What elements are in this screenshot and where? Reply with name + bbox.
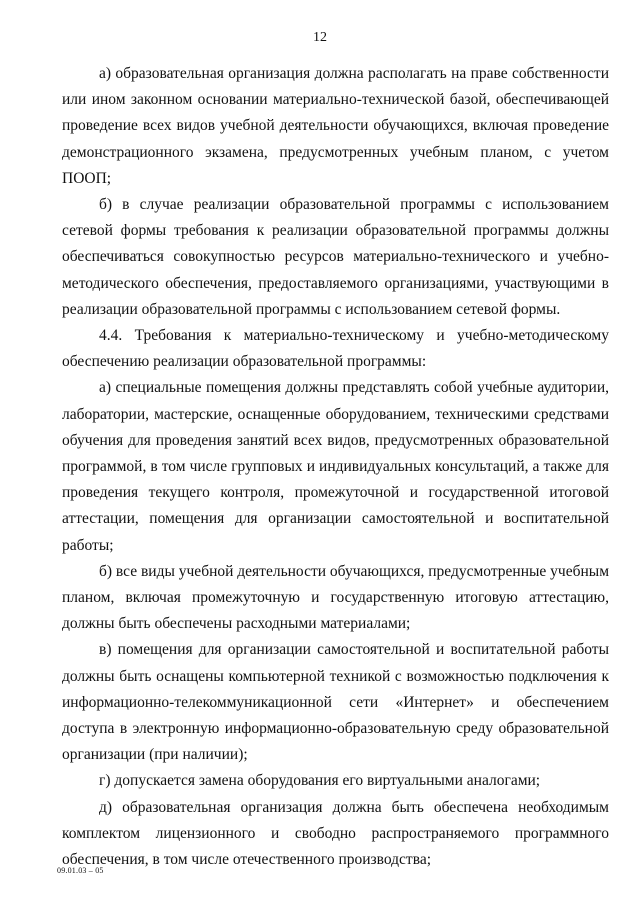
footer-document-code: 09.01.03 – 05 (57, 866, 104, 875)
document-body (62, 61, 609, 873)
paragraph-a-special-rooms: а) специальные помещения должны представлять собой учебные аудитории, лаборатории, мастерские, оснащенные оборудованием, техническими средствами обучения для проведения занятий всех видов, предусмотренных образовательной программой, в том числе групповых и индивидуальных консультаций, а также для проведения текущего контроля, промежуточной и государственной итоговой аттестации, помещения для организации самостоятельной и воспитательной работы; (62, 379, 609, 554)
page-number: 12 (313, 30, 327, 45)
paragraph-g-virtual-analogs: г) допускается замена оборудования его виртуальными аналогами; (99, 772, 541, 790)
paragraph-a-material-base: а) образовательная организация должна располагать на праве собственности или ином законном основании материально-технической базой, обеспечивающей проведение всех видов учебной деятельности обучающихся, включая проведение демонстрационного экзамена, предусмотренных учебным планом, с учетом ПООП; (62, 65, 609, 187)
paragraph-b-consumables: б) все виды учебной деятельности обучающихся, предусмотренные учебным планом, включая промежуточную и государственную итоговую аттестацию, должны быть обеспечены расходными материалами; (62, 562, 610, 633)
section-4-4-heading: 4.4. Требования к материально-техническому и учебно-методическому обеспечению реализации образовательной программы: (62, 327, 609, 371)
paragraph-b-network-form: б) в случае реализации образовательной программы с использованием сетевой формы требования к реализации образовательной программы должны обеспечиваться совокупностью ресурсов материально-технического и учебно-методического обеспечения, предоставляемого организациями, участвующими в реализации образовательной программы с использованием сетевой формы. (62, 196, 609, 318)
paragraph-v-computer-equipment: в) помещения для организации самостоятельной и воспитательной работы должны быть оснащены компьютерной техникой с возможностью подключения к информационно-телекоммуникационной сети «Интернет» и обеспечением доступа в электронную информационно-образовательную среду образовательной организации (при наличии); (62, 641, 609, 764)
paragraph-d-licensed-software: д) образовательная организация должна быть обеспечена необходимым комплектом лицензионного и свободно распространяемого программного обеспечения, в том числе отечественного производства; (62, 798, 609, 869)
